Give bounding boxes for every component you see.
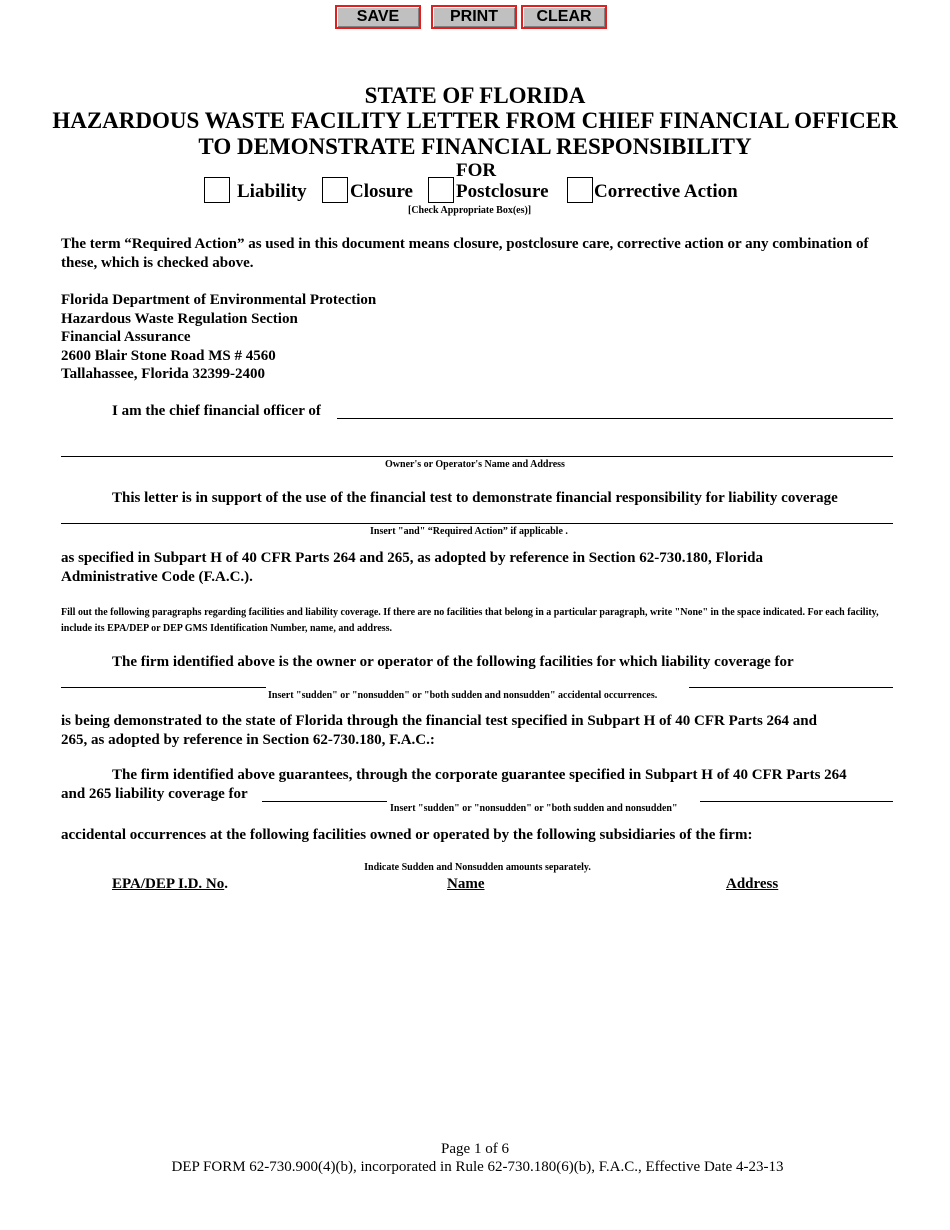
table-note: Indicate Sudden and Nonsudden amounts separately. <box>364 862 591 873</box>
postclosure-label: Postclosure <box>456 181 549 202</box>
address-line: Tallahassee, Florida 32399-2400 <box>61 366 266 382</box>
accidental-text: accidental occurrences at the following facilities owned or operated by the following subsidiaries of the firm: <box>61 827 753 843</box>
guarantee-field-right[interactable] <box>700 801 893 802</box>
address-line: Financial Assurance <box>61 329 191 345</box>
owner-caption: Owner's or Operator's Name and Address <box>385 459 565 470</box>
definition-text: The term “Required Action” as used in this document means closure, postclosure care, corrective action or any combination of these, which is checked above. <box>61 236 869 271</box>
col-header-name: Name <box>447 876 485 892</box>
closure-checkbox[interactable] <box>322 177 348 203</box>
title-main: HAZARDOUS WASTE FACILITY LETTER FROM CHIEF FINANCIAL OFFICER <box>52 108 898 133</box>
demonstrated-text: is being demonstrated to the state of Florida through the financial test specified in Subpart H of 40 CFR Parts 264 and 265, as adopted by reference in Section 62-730.180, F.A.C.: <box>61 713 817 748</box>
support-text: This letter is in support of the use of the financial test to demonstrate financial responsibility for liability coverage <box>112 490 838 506</box>
check-hint: [Check Appropriate Box(es)] <box>408 205 532 216</box>
form-footer: DEP FORM 62-730.900(4)(b), incorporated in Rule 62-730.180(6)(b), F.A.C., Effective Date 4-23-13 <box>171 1159 784 1175</box>
page-number: Page 1 of 6 <box>441 1141 509 1157</box>
address-line: Florida Department of Environmental Protection <box>61 292 377 308</box>
liability-label: Liability <box>237 181 307 202</box>
clear-button[interactable]: CLEAR <box>521 5 607 29</box>
address-line: Hazardous Waste Regulation Section <box>61 310 298 327</box>
insert-sudden-caption-2: Insert "sudden" or "nonsudden" or "both sudden and nonsudden" <box>390 803 678 814</box>
title-state: STATE OF FLORIDA <box>364 83 586 108</box>
guarantee-text: The firm identified above guarantees, through the corporate guarantee specified in Subpart H of 40 CFR Parts 264 <box>112 767 847 783</box>
cfo-label: I am the chief financial officer of <box>112 403 321 419</box>
title-sub: TO DEMONSTRATE FINANCIAL RESPONSIBILITY <box>198 134 752 159</box>
firm-owner-text: The firm identified above is the owner or operator of the following facilities for which liability coverage for <box>112 654 794 670</box>
postclosure-checkbox[interactable] <box>428 177 454 203</box>
col-header-id-dot: . <box>224 876 228 892</box>
insert-sudden-caption: Insert "sudden" or "nonsudden" or "both sudden and nonsudden" accidental occurrences. <box>268 690 658 701</box>
guarantee-field-left[interactable] <box>262 801 387 802</box>
closure-label: Closure <box>350 181 413 202</box>
sudden-field-left[interactable] <box>61 687 266 688</box>
instructions-text: Fill out the following paragraphs regarding facilities and liability coverage. If there are no facilities that belong in a particular paragraph, write "None" in the space indicated. For each facility, include its EPA/DEP or DEP GMS Identification Number, name, and address. <box>61 607 879 634</box>
for-label: FOR <box>456 160 497 181</box>
cfo-field[interactable] <box>337 418 893 419</box>
required-action-field[interactable] <box>61 523 893 524</box>
col-header-address: Address <box>726 876 779 892</box>
col-header-id-text: EPA/DEP I.D. No <box>112 876 225 892</box>
guarantee-text-2: and 265 liability coverage for <box>61 786 248 802</box>
specified-text: as specified in Subpart H of 40 CFR Parts 264 and 265, as adopted by reference in Section 62-730.180, Florida Administrative Code (F.A.C.). <box>61 550 763 585</box>
sudden-field-right[interactable] <box>689 687 893 688</box>
corrective-action-checkbox[interactable] <box>567 177 593 203</box>
owner-field[interactable] <box>61 456 893 457</box>
save-button[interactable]: SAVE <box>335 5 421 29</box>
col-header-id <box>112 876 228 893</box>
liability-checkbox[interactable] <box>204 177 230 203</box>
address-line: 2600 Blair Stone Road MS # 4560 <box>61 347 276 364</box>
insert-and-caption: Insert "and" “Required Action” if applicable . <box>370 526 568 537</box>
address-block <box>61 291 376 384</box>
corrective-action-label: Corrective Action <box>594 181 738 202</box>
print-button[interactable]: PRINT <box>431 5 517 29</box>
